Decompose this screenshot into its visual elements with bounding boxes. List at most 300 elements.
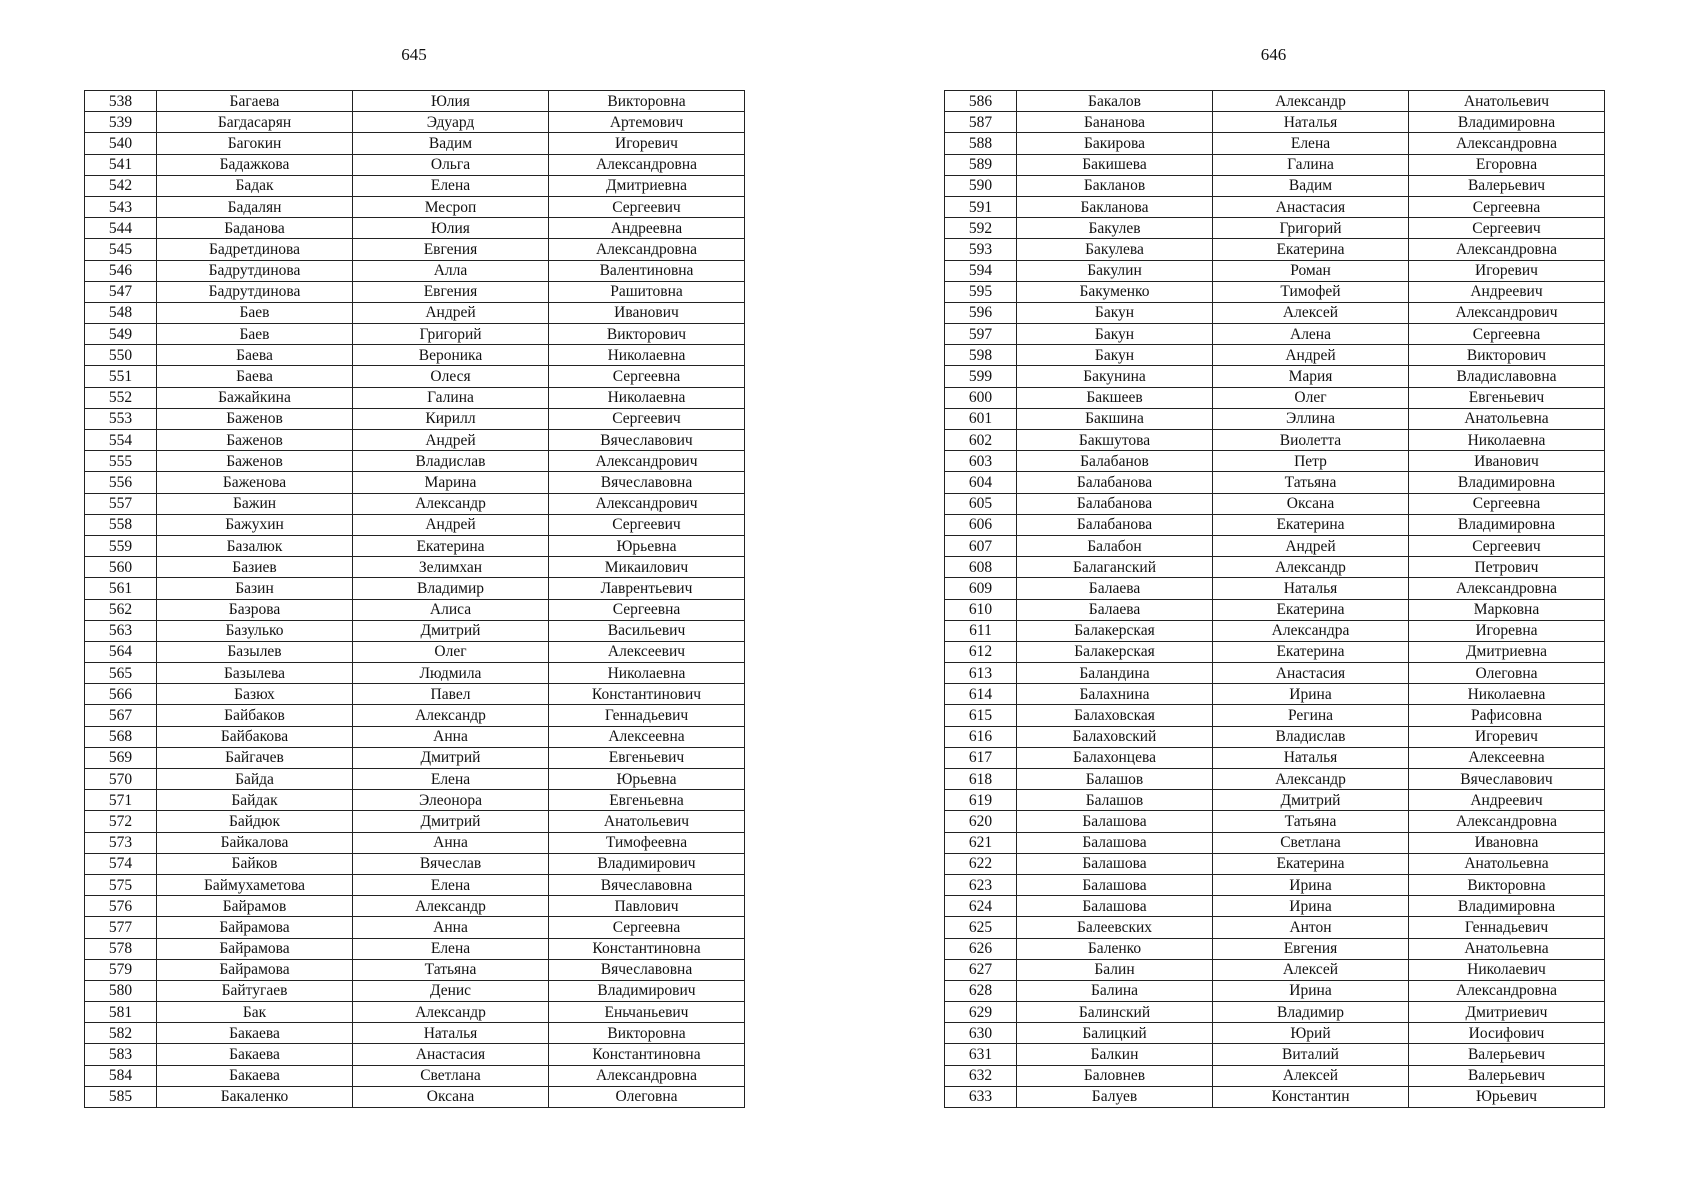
table-row xyxy=(945,112,1605,133)
row-number-cell: 565 xyxy=(85,663,157,684)
first-name-cell: Месроп xyxy=(353,196,549,217)
patronymic-cell: Петрович xyxy=(1409,557,1605,578)
patronymic-cell: Еньчаньевич xyxy=(549,1002,745,1023)
last-name-cell: Балина xyxy=(1017,980,1213,1001)
patronymic-cell: Артемович xyxy=(549,112,745,133)
last-name-cell: Балашова xyxy=(1017,874,1213,895)
patronymic-cell: Викторовна xyxy=(549,1023,745,1044)
row-number-cell: 556 xyxy=(85,472,157,493)
last-name-cell: Байдюк xyxy=(157,811,353,832)
table-row xyxy=(85,302,745,323)
table-row xyxy=(85,260,745,281)
patronymic-cell: Евгеньевич xyxy=(549,747,745,768)
table-row xyxy=(85,196,745,217)
table-row xyxy=(85,747,745,768)
first-name-cell: Андрей xyxy=(353,302,549,323)
first-name-cell: Алена xyxy=(1213,324,1409,345)
patronymic-cell: Дмитриевич xyxy=(1409,1002,1605,1023)
patronymic-cell: Ивановна xyxy=(1409,832,1605,853)
row-number-cell: 603 xyxy=(945,451,1017,472)
first-name-cell: Виолетта xyxy=(1213,430,1409,451)
last-name-cell: Баев xyxy=(157,324,353,345)
table-row xyxy=(85,938,745,959)
first-name-cell: Алиса xyxy=(353,599,549,620)
first-name-cell: Людмила xyxy=(353,663,549,684)
table-row xyxy=(85,154,745,175)
first-name-cell: Дмитрий xyxy=(1213,790,1409,811)
table-row xyxy=(945,430,1605,451)
first-name-cell: Евгения xyxy=(1213,938,1409,959)
row-number-cell: 583 xyxy=(85,1044,157,1065)
table-row xyxy=(85,218,745,239)
table-row xyxy=(85,535,745,556)
first-name-cell: Андрей xyxy=(1213,535,1409,556)
table-row xyxy=(945,1023,1605,1044)
patronymic-cell: Андреевич xyxy=(1409,281,1605,302)
row-number-cell: 625 xyxy=(945,917,1017,938)
table-row xyxy=(945,769,1605,790)
row-number-cell: 584 xyxy=(85,1065,157,1086)
patronymic-cell: Владимировна xyxy=(1409,112,1605,133)
last-name-cell: Балкин xyxy=(1017,1044,1213,1065)
last-name-cell: Балинский xyxy=(1017,1002,1213,1023)
row-number-cell: 610 xyxy=(945,599,1017,620)
last-name-cell: Бакшина xyxy=(1017,408,1213,429)
table-row xyxy=(945,302,1605,323)
first-name-cell: Елена xyxy=(353,175,549,196)
last-name-cell: Балахонцева xyxy=(1017,747,1213,768)
table-row xyxy=(945,91,1605,112)
row-number-cell: 589 xyxy=(945,154,1017,175)
row-number-cell: 609 xyxy=(945,578,1017,599)
first-name-cell: Андрей xyxy=(1213,345,1409,366)
last-name-cell: Баженов xyxy=(157,451,353,472)
row-number-cell: 612 xyxy=(945,641,1017,662)
last-name-cell: Бакаева xyxy=(157,1065,353,1086)
names-table-body xyxy=(85,91,745,1108)
patronymic-cell: Владиславовна xyxy=(1409,366,1605,387)
first-name-cell: Екатерина xyxy=(1213,239,1409,260)
last-name-cell: Бадажкова xyxy=(157,154,353,175)
patronymic-cell: Геннадьевич xyxy=(1409,917,1605,938)
patronymic-cell: Николаевич xyxy=(1409,959,1605,980)
first-name-cell: Галина xyxy=(1213,154,1409,175)
patronymic-cell: Игоревна xyxy=(1409,620,1605,641)
last-name-cell: Баев xyxy=(157,302,353,323)
patronymic-cell: Олеговна xyxy=(549,1086,745,1107)
last-name-cell: Багаева xyxy=(157,91,353,112)
patronymic-cell: Иванович xyxy=(549,302,745,323)
row-number-cell: 558 xyxy=(85,514,157,535)
first-name-cell: Оксана xyxy=(353,1086,549,1107)
patronymic-cell: Алексеевич xyxy=(549,641,745,662)
last-name-cell: Байбакова xyxy=(157,726,353,747)
table-row xyxy=(945,938,1605,959)
row-number-cell: 570 xyxy=(85,769,157,790)
row-number-cell: 627 xyxy=(945,959,1017,980)
first-name-cell: Григорий xyxy=(353,324,549,345)
last-name-cell: Бакуменко xyxy=(1017,281,1213,302)
table-row xyxy=(85,175,745,196)
first-name-cell: Елена xyxy=(353,769,549,790)
row-number-cell: 626 xyxy=(945,938,1017,959)
patronymic-cell: Александрович xyxy=(549,451,745,472)
first-name-cell: Зелимхан xyxy=(353,557,549,578)
patronymic-cell: Игоревич xyxy=(549,133,745,154)
last-name-cell: Байдак xyxy=(157,790,353,811)
table-row xyxy=(945,726,1605,747)
table-row xyxy=(85,1044,745,1065)
last-name-cell: Балаганский xyxy=(1017,557,1213,578)
last-name-cell: Байрамов xyxy=(157,896,353,917)
first-name-cell: Юлия xyxy=(353,91,549,112)
table-row xyxy=(85,1023,745,1044)
row-number-cell: 564 xyxy=(85,641,157,662)
last-name-cell: Баженова xyxy=(157,472,353,493)
patronymic-cell: Марковна xyxy=(1409,599,1605,620)
table-row xyxy=(85,366,745,387)
row-number-cell: 566 xyxy=(85,684,157,705)
page-number: 646 xyxy=(1260,45,1287,64)
patronymic-cell: Александровна xyxy=(1409,980,1605,1001)
last-name-cell: Багокин xyxy=(157,133,353,154)
patronymic-cell: Вячеславович xyxy=(1409,769,1605,790)
table-row xyxy=(85,408,745,429)
table-row xyxy=(945,196,1605,217)
patronymic-cell: Тимофеевна xyxy=(549,832,745,853)
first-name-cell: Павел xyxy=(353,684,549,705)
first-name-cell: Наталья xyxy=(1213,747,1409,768)
table-row xyxy=(85,853,745,874)
last-name-cell: Байгачев xyxy=(157,747,353,768)
row-number-cell: 624 xyxy=(945,896,1017,917)
row-number-cell: 541 xyxy=(85,154,157,175)
last-name-cell: Базиев xyxy=(157,557,353,578)
last-name-cell: Бакаленко xyxy=(157,1086,353,1107)
table-row xyxy=(945,599,1605,620)
patronymic-cell: Рафисовна xyxy=(1409,705,1605,726)
patronymic-cell: Анатольевич xyxy=(1409,91,1605,112)
last-name-cell: Баженов xyxy=(157,408,353,429)
patronymic-cell: Сергеевна xyxy=(1409,324,1605,345)
names-table-body xyxy=(945,91,1605,1108)
row-number-cell: 591 xyxy=(945,196,1017,217)
first-name-cell: Роман xyxy=(1213,260,1409,281)
first-name-cell: Антон xyxy=(1213,917,1409,938)
table-row xyxy=(85,620,745,641)
last-name-cell: Бакланов xyxy=(1017,175,1213,196)
last-name-cell: Балабанов xyxy=(1017,451,1213,472)
table-row xyxy=(945,620,1605,641)
first-name-cell: Светлана xyxy=(353,1065,549,1086)
row-number-cell: 548 xyxy=(85,302,157,323)
patronymic-cell: Николаевна xyxy=(1409,684,1605,705)
last-name-cell: Балакерская xyxy=(1017,620,1213,641)
patronymic-cell: Дмитриевна xyxy=(1409,641,1605,662)
patronymic-cell: Иосифович xyxy=(1409,1023,1605,1044)
first-name-cell: Регина xyxy=(1213,705,1409,726)
last-name-cell: Бакшутова xyxy=(1017,430,1213,451)
patronymic-cell: Сергеевич xyxy=(549,408,745,429)
last-name-cell: Бажухин xyxy=(157,514,353,535)
patronymic-cell: Васильевич xyxy=(549,620,745,641)
last-name-cell: Бакулева xyxy=(1017,239,1213,260)
last-name-cell: Бадак xyxy=(157,175,353,196)
table-row xyxy=(85,832,745,853)
patronymic-cell: Юрьевна xyxy=(549,535,745,556)
row-number-cell: 617 xyxy=(945,747,1017,768)
patronymic-cell: Валерьевич xyxy=(1409,1065,1605,1086)
last-name-cell: Базрова xyxy=(157,599,353,620)
patronymic-cell: Владимирович xyxy=(549,853,745,874)
table-row xyxy=(945,684,1605,705)
table-row xyxy=(85,557,745,578)
patronymic-cell: Анатольевна xyxy=(1409,853,1605,874)
row-number-cell: 592 xyxy=(945,218,1017,239)
table-row xyxy=(85,493,745,514)
row-number-cell: 551 xyxy=(85,366,157,387)
row-number-cell: 540 xyxy=(85,133,157,154)
table-row xyxy=(85,663,745,684)
row-number-cell: 549 xyxy=(85,324,157,345)
row-number-cell: 560 xyxy=(85,557,157,578)
patronymic-cell: Викторовна xyxy=(549,91,745,112)
first-name-cell: Наталья xyxy=(1213,112,1409,133)
patronymic-cell: Рашитовна xyxy=(549,281,745,302)
first-name-cell: Александр xyxy=(353,493,549,514)
first-name-cell: Татьяна xyxy=(1213,811,1409,832)
last-name-cell: Балеевских xyxy=(1017,917,1213,938)
first-name-cell: Анастасия xyxy=(1213,196,1409,217)
last-name-cell: Бакшеев xyxy=(1017,387,1213,408)
row-number-cell: 587 xyxy=(945,112,1017,133)
first-name-cell: Алексей xyxy=(1213,302,1409,323)
last-name-cell: Балабон xyxy=(1017,535,1213,556)
row-number-cell: 631 xyxy=(945,1044,1017,1065)
first-name-cell: Петр xyxy=(1213,451,1409,472)
table-row xyxy=(85,1086,745,1107)
last-name-cell: Байкалова xyxy=(157,832,353,853)
row-number-cell: 582 xyxy=(85,1023,157,1044)
table-row xyxy=(945,747,1605,768)
row-number-cell: 604 xyxy=(945,472,1017,493)
patronymic-cell: Александровна xyxy=(549,1065,745,1086)
last-name-cell: Бадрутдинова xyxy=(157,281,353,302)
row-number-cell: 630 xyxy=(945,1023,1017,1044)
table-row xyxy=(945,790,1605,811)
row-number-cell: 567 xyxy=(85,705,157,726)
first-name-cell: Тимофей xyxy=(1213,281,1409,302)
last-name-cell: Балин xyxy=(1017,959,1213,980)
table-row xyxy=(85,239,745,260)
first-name-cell: Олег xyxy=(1213,387,1409,408)
first-name-cell: Вадим xyxy=(1213,175,1409,196)
last-name-cell: Байков xyxy=(157,853,353,874)
patronymic-cell: Андреевич xyxy=(1409,790,1605,811)
row-number-cell: 620 xyxy=(945,811,1017,832)
row-number-cell: 633 xyxy=(945,1086,1017,1107)
table-row xyxy=(85,684,745,705)
first-name-cell: Вероника xyxy=(353,345,549,366)
table-row xyxy=(85,769,745,790)
patronymic-cell: Алексеевна xyxy=(1409,747,1605,768)
row-number-cell: 608 xyxy=(945,557,1017,578)
patronymic-cell: Викторовна xyxy=(1409,874,1605,895)
row-number-cell: 542 xyxy=(85,175,157,196)
first-name-cell: Олеся xyxy=(353,366,549,387)
first-name-cell: Ольга xyxy=(353,154,549,175)
patronymic-cell: Анатольевна xyxy=(1409,938,1605,959)
patronymic-cell: Геннадьевич xyxy=(549,705,745,726)
table-row xyxy=(85,578,745,599)
last-name-cell: Байбаков xyxy=(157,705,353,726)
table-row xyxy=(945,472,1605,493)
row-number-cell: 615 xyxy=(945,705,1017,726)
first-name-cell: Наталья xyxy=(353,1023,549,1044)
patronymic-cell: Лаврентьевич xyxy=(549,578,745,599)
first-name-cell: Андрей xyxy=(353,514,549,535)
row-number-cell: 577 xyxy=(85,917,157,938)
first-name-cell: Евгения xyxy=(353,281,549,302)
row-number-cell: 616 xyxy=(945,726,1017,747)
row-number-cell: 557 xyxy=(85,493,157,514)
first-name-cell: Владимир xyxy=(353,578,549,599)
patronymic-cell: Александровна xyxy=(1409,133,1605,154)
first-name-cell: Константин xyxy=(1213,1086,1409,1107)
patronymic-cell: Владимировна xyxy=(1409,514,1605,535)
patronymic-cell: Евгеньевич xyxy=(1409,387,1605,408)
last-name-cell: Балашова xyxy=(1017,896,1213,917)
first-name-cell: Елена xyxy=(353,938,549,959)
table-row xyxy=(85,514,745,535)
table-row xyxy=(85,472,745,493)
last-name-cell: Балабанова xyxy=(1017,493,1213,514)
table-row xyxy=(945,705,1605,726)
row-number-cell: 590 xyxy=(945,175,1017,196)
row-number-cell: 593 xyxy=(945,239,1017,260)
first-name-cell: Екатерина xyxy=(1213,641,1409,662)
patronymic-cell: Александровна xyxy=(1409,239,1605,260)
row-number-cell: 545 xyxy=(85,239,157,260)
table-row xyxy=(945,514,1605,535)
row-number-cell: 628 xyxy=(945,980,1017,1001)
last-name-cell: Базулько xyxy=(157,620,353,641)
first-name-cell: Галина xyxy=(353,387,549,408)
patronymic-cell: Сергеевич xyxy=(549,196,745,217)
first-name-cell: Екатерина xyxy=(1213,514,1409,535)
names-table xyxy=(944,90,1605,1108)
patronymic-cell: Анатольевич xyxy=(549,811,745,832)
row-number-cell: 613 xyxy=(945,663,1017,684)
last-name-cell: Бакирова xyxy=(1017,133,1213,154)
row-number-cell: 572 xyxy=(85,811,157,832)
first-name-cell: Александр xyxy=(1213,91,1409,112)
last-name-cell: Бакун xyxy=(1017,324,1213,345)
first-name-cell: Алексей xyxy=(1213,1065,1409,1086)
row-number-cell: 544 xyxy=(85,218,157,239)
row-number-cell: 619 xyxy=(945,790,1017,811)
first-name-cell: Денис xyxy=(353,980,549,1001)
last-name-cell: Бакун xyxy=(1017,302,1213,323)
first-name-cell: Юлия xyxy=(353,218,549,239)
row-number-cell: 539 xyxy=(85,112,157,133)
table-row xyxy=(85,980,745,1001)
last-name-cell: Баландина xyxy=(1017,663,1213,684)
table-row xyxy=(945,239,1605,260)
row-number-cell: 597 xyxy=(945,324,1017,345)
patronymic-cell: Игоревич xyxy=(1409,260,1605,281)
table-row xyxy=(945,663,1605,684)
table-row xyxy=(85,896,745,917)
patronymic-cell: Александровна xyxy=(1409,811,1605,832)
first-name-cell: Анастасия xyxy=(353,1044,549,1065)
table-row xyxy=(945,133,1605,154)
patronymic-cell: Валентиновна xyxy=(549,260,745,281)
row-number-cell: 546 xyxy=(85,260,157,281)
first-name-cell: Екатерина xyxy=(1213,599,1409,620)
last-name-cell: Байрамова xyxy=(157,959,353,980)
row-number-cell: 581 xyxy=(85,1002,157,1023)
row-number-cell: 580 xyxy=(85,980,157,1001)
patronymic-cell: Анатольевна xyxy=(1409,408,1605,429)
last-name-cell: Бажин xyxy=(157,493,353,514)
row-number-cell: 586 xyxy=(945,91,1017,112)
last-name-cell: Балашов xyxy=(1017,769,1213,790)
first-name-cell: Вячеслав xyxy=(353,853,549,874)
first-name-cell: Александр xyxy=(1213,557,1409,578)
row-number-cell: 578 xyxy=(85,938,157,959)
last-name-cell: Балашова xyxy=(1017,811,1213,832)
row-number-cell: 622 xyxy=(945,853,1017,874)
first-name-cell: Александр xyxy=(353,705,549,726)
table-row xyxy=(85,345,745,366)
table-row xyxy=(945,324,1605,345)
table-row xyxy=(945,408,1605,429)
table-row xyxy=(945,1065,1605,1086)
last-name-cell: Балабанова xyxy=(1017,472,1213,493)
first-name-cell: Ирина xyxy=(1213,684,1409,705)
patronymic-cell: Сергеевич xyxy=(1409,218,1605,239)
last-name-cell: Байтугаев xyxy=(157,980,353,1001)
patronymic-cell: Николаевна xyxy=(549,387,745,408)
row-number-cell: 588 xyxy=(945,133,1017,154)
table-row xyxy=(945,366,1605,387)
row-number-cell: 585 xyxy=(85,1086,157,1107)
table-row xyxy=(85,112,745,133)
first-name-cell: Элеонора xyxy=(353,790,549,811)
row-number-cell: 574 xyxy=(85,853,157,874)
table-row xyxy=(85,599,745,620)
row-number-cell: 629 xyxy=(945,1002,1017,1023)
table-row xyxy=(945,175,1605,196)
first-name-cell: Анна xyxy=(353,726,549,747)
table-row xyxy=(945,896,1605,917)
table-row xyxy=(945,345,1605,366)
table-row xyxy=(945,917,1605,938)
first-name-cell: Вадим xyxy=(353,133,549,154)
last-name-cell: Базин xyxy=(157,578,353,599)
patronymic-cell: Вячеславовна xyxy=(549,472,745,493)
last-name-cell: Базалюк xyxy=(157,535,353,556)
first-name-cell: Анастасия xyxy=(1213,663,1409,684)
last-name-cell: Бакишева xyxy=(1017,154,1213,175)
row-number-cell: 599 xyxy=(945,366,1017,387)
row-number-cell: 618 xyxy=(945,769,1017,790)
table-row xyxy=(85,959,745,980)
last-name-cell: Балаховская xyxy=(1017,705,1213,726)
table-row xyxy=(945,557,1605,578)
row-number-cell: 555 xyxy=(85,451,157,472)
